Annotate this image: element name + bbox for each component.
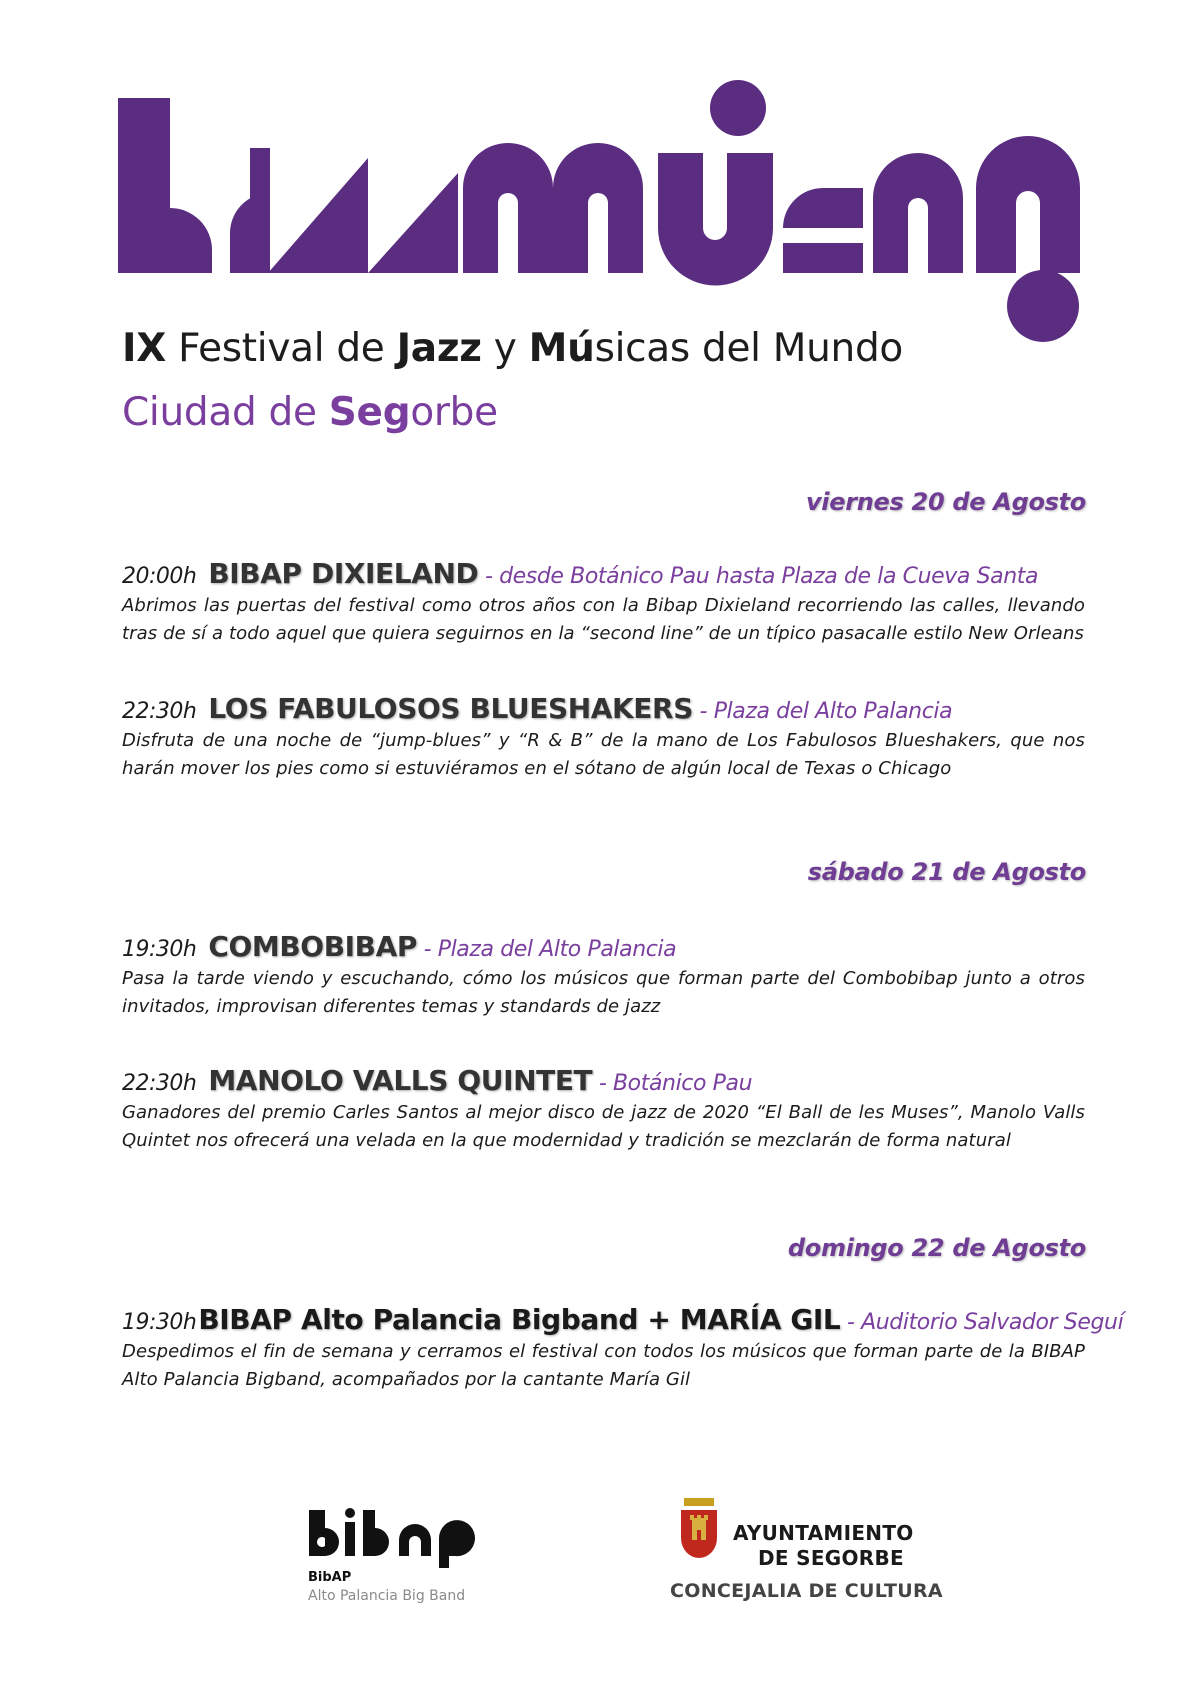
- event-name: LOS FABULOSOS BLUESHAKERS: [208, 692, 693, 725]
- event-time: 22:30h: [122, 1071, 197, 1096]
- festival-title: [122, 326, 903, 371]
- event-blueshakers: [122, 692, 1085, 783]
- event-time: 22:30h: [122, 699, 197, 724]
- day-heading-sunday: domingo 22 de Agosto: [787, 1234, 1086, 1262]
- bibap-name: BibAP: [308, 1570, 352, 1585]
- city-part: Ciudad de: [122, 390, 329, 435]
- coat-of-arms-icon: [678, 1498, 720, 1560]
- event-venue: - Plaza del Alto Palancia: [417, 937, 677, 962]
- event-name: MANOLO VALLS QUINTET: [208, 1064, 593, 1097]
- event-header: [122, 692, 1085, 725]
- event-header: [122, 557, 1085, 590]
- title-part: Jazz: [396, 326, 482, 371]
- title-part: y: [481, 326, 529, 371]
- city-part: orbe: [410, 390, 498, 435]
- event-bigband-maria-gil: [122, 1303, 1124, 1394]
- event-name: COMBOBIBAP: [208, 930, 417, 963]
- event-header: [122, 1064, 1085, 1097]
- day-heading-saturday: sábado 21 de Agosto: [807, 858, 1086, 886]
- festival-logo-icon: [118, 78, 1098, 358]
- festival-city: [122, 390, 498, 435]
- event-description: Disfruta de una noche de “jump-blues” y “R & B” de la mano de Los Fabulosos Blueshakers, que nos harán mover los pies como si estuviéramos en el sótano de algún local de Texas o Chicago: [122, 730, 1085, 779]
- event-venue: - desde Botánico Pau hasta Plaza de la Cueva Santa: [478, 564, 1039, 589]
- event-name: BIBAP DIXIELAND: [208, 557, 479, 590]
- event-venue: - Auditorio Salvador Seguí: [840, 1310, 1124, 1335]
- event-bibap-dixieland: [122, 557, 1085, 648]
- event-manolo-valls: [122, 1064, 1085, 1155]
- title-part: IX: [122, 326, 166, 371]
- event-venue: - Botánico Pau: [592, 1071, 753, 1096]
- title-part: Mú: [528, 326, 595, 371]
- city-part: Seg: [328, 390, 411, 435]
- ayuntamiento-line2: DE SEGORBE: [758, 1546, 905, 1570]
- event-description: Despedimos el fin de semana y cerramos el festival con todos los músicos que forman parte de la BIBAP Alto Palancia Bigband, acompañados por la cantante María Gil: [122, 1341, 1085, 1390]
- title-part: Festival de: [165, 326, 397, 371]
- event-time: 19:30h: [122, 1310, 197, 1335]
- event-time: 19:30h: [122, 937, 197, 962]
- event-combobibap: [122, 930, 1085, 1021]
- title-part: sicas del Mundo: [594, 326, 903, 371]
- concejalia-label: CONCEJALIA DE CULTURA: [670, 1580, 943, 1602]
- event-description: Ganadores del premio Carles Santos al mejor disco de jazz de 2020 “El Ball de les Muses”, Manolo Valls Quintet nos ofrecerá una velada en la que modernidad y tradición se mezclarán de forma natural: [122, 1102, 1085, 1151]
- event-description: Abrimos las puertas del festival como otros años con la Bibap Dixieland recorriendo las calles, llevando tras de sí a todo aquel que quiera seguirnos en la “second line” de un típico pasacalle estilo New Orleans: [122, 595, 1085, 644]
- event-header: [122, 1303, 1124, 1336]
- ayuntamiento-line1: AYUNTAMIENTO: [733, 1521, 914, 1545]
- event-time: 20:00h: [122, 564, 197, 589]
- bibap-subtitle: Alto Palancia Big Band: [308, 1588, 466, 1604]
- event-header: [122, 930, 1085, 963]
- event-name: BIBAP Alto Palancia Bigband + MARÍA GIL: [198, 1303, 841, 1336]
- event-description: Pasa la tarde viendo y escuchando, cómo los músicos que forman parte del Combobibap junto a otros invitados, improvisan diferentes temas y standards de jazz: [122, 968, 1085, 1017]
- day-heading-friday: viernes 20 de Agosto: [805, 488, 1086, 516]
- event-venue: - Plaza del Alto Palancia: [692, 699, 953, 724]
